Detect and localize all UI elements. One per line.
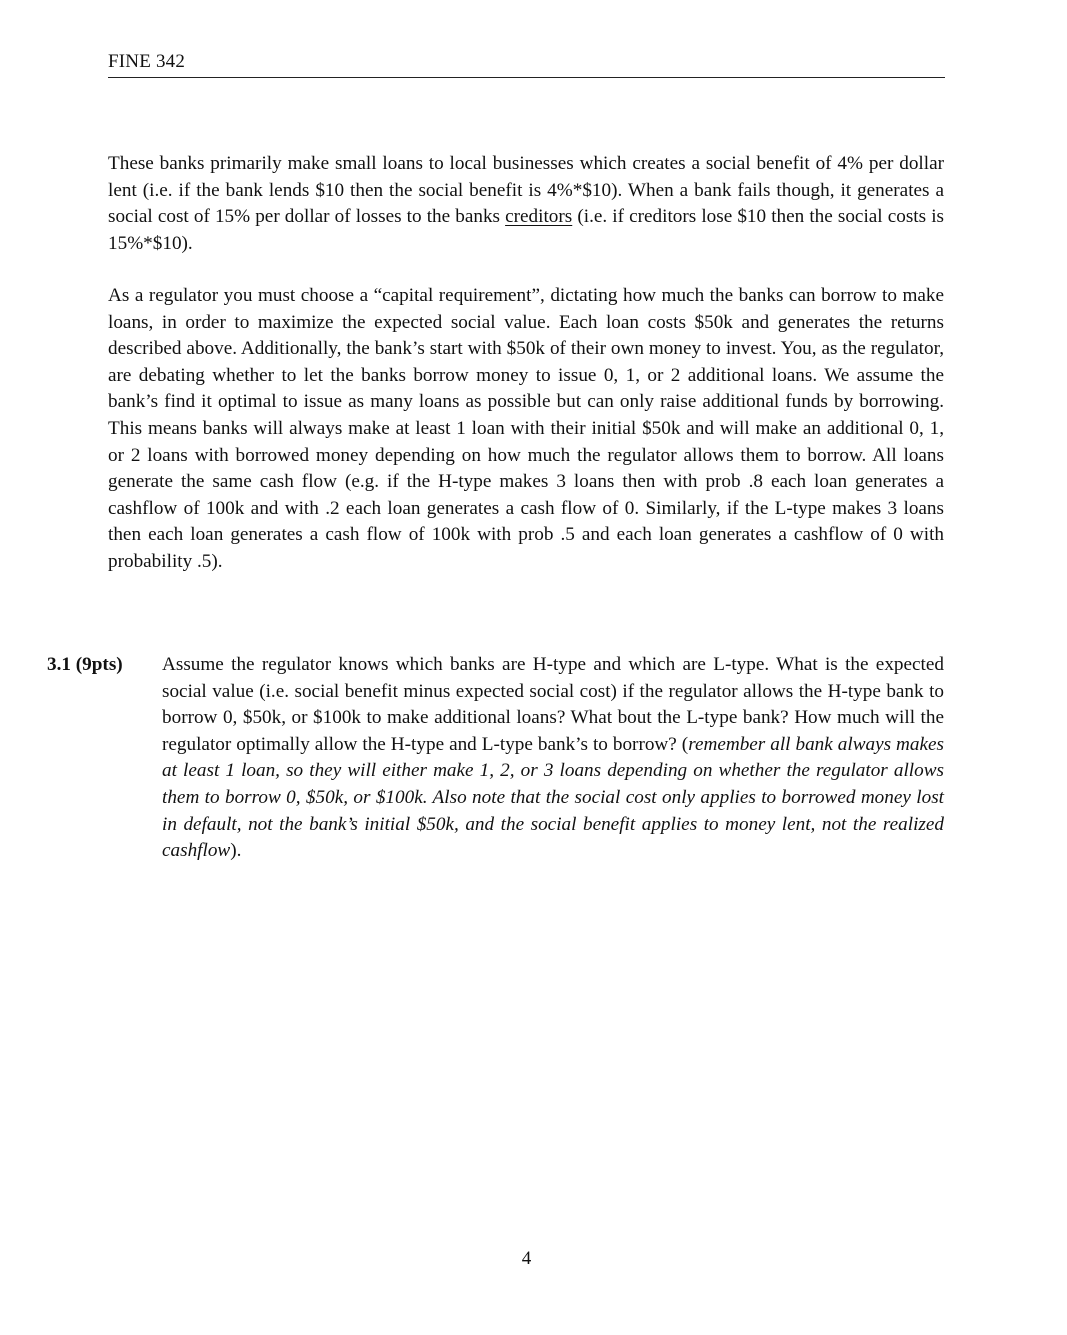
page-header [108, 50, 945, 78]
question-body: Assume the regulator knows which banks are H-type and which are L-type. What is the expected social value (i.e. social benefit minus expected social cost) if the regulator allows the H-type bank to borrow 0, $50k, or $100k to make additional loans? What bout the L-type bank? How much will the regulator optimally allow the H-type and L-type bank’s to borrow? ( [162, 654, 944, 755]
page-number: 4 [521, 1248, 532, 1269]
question-label: 3.1 (9pts) [47, 654, 123, 675]
intro-paragraph [108, 151, 944, 257]
course-code: FINE 342 [108, 51, 186, 72]
intro-text-start: These banks primarily make small loans to local businesses which creates a social benefit of 4% per dollar lent (i.e. if the bank lends $10 then the social benefit is 4%*$10). When a bank fails though, it generates a social cost of 15% per dollar of losses to the banks [108, 153, 944, 228]
question-text [162, 652, 944, 865]
regulator-paragraph: As a regulator you must choose a “capital requirement”, dictating how much the banks can borrow to make loans, in order to maximize the expected social value. Each loan costs $50k and generates the returns described above. Additionally, the bank’s start with $50k of their own money to invest. You, as the regulator, are debating whether to let the banks borrow money to issue 0, 1, or 2 additional loans. We assume the bank’s find it optimal to issue as many loans as possible but can only raise additional funds by borrowing. This means banks will always make at least 1 loan with their initial $50k and will make an additional 0, 1, or 2 loans with borrowed money depending on how much the regulator allows them to borrow. All loans generate the same cash flow (e.g. if the H-type makes 3 loans then with prob .8 each loan generates a cashflow of 100k and with .2 each loan generates a cash flow of 0. Similarly, if the L-type makes 3 loans then each loan generates a cash flow of 100k with prob .5 and each loan generates a cashflow of 0 with probability .5). [108, 285, 944, 572]
question-closing: ). [230, 840, 242, 862]
underlined-creditors: creditors [505, 206, 573, 228]
question-italic-note: remember all bank always makes at least 1 loan, so they will either make 1, 2, or 3 loans depending on whether the regulator allows them to borrow 0, $50k, or $100k. Also note that the social cost only applies to borrowed money lost in default, not the bank’s initial $50k, and the social benefit applies to money lent, not the realized cashflow [162, 733, 945, 862]
intro-text-end: (i.e. if creditors lose $10 then the social costs is 15%*$10). [108, 206, 944, 254]
